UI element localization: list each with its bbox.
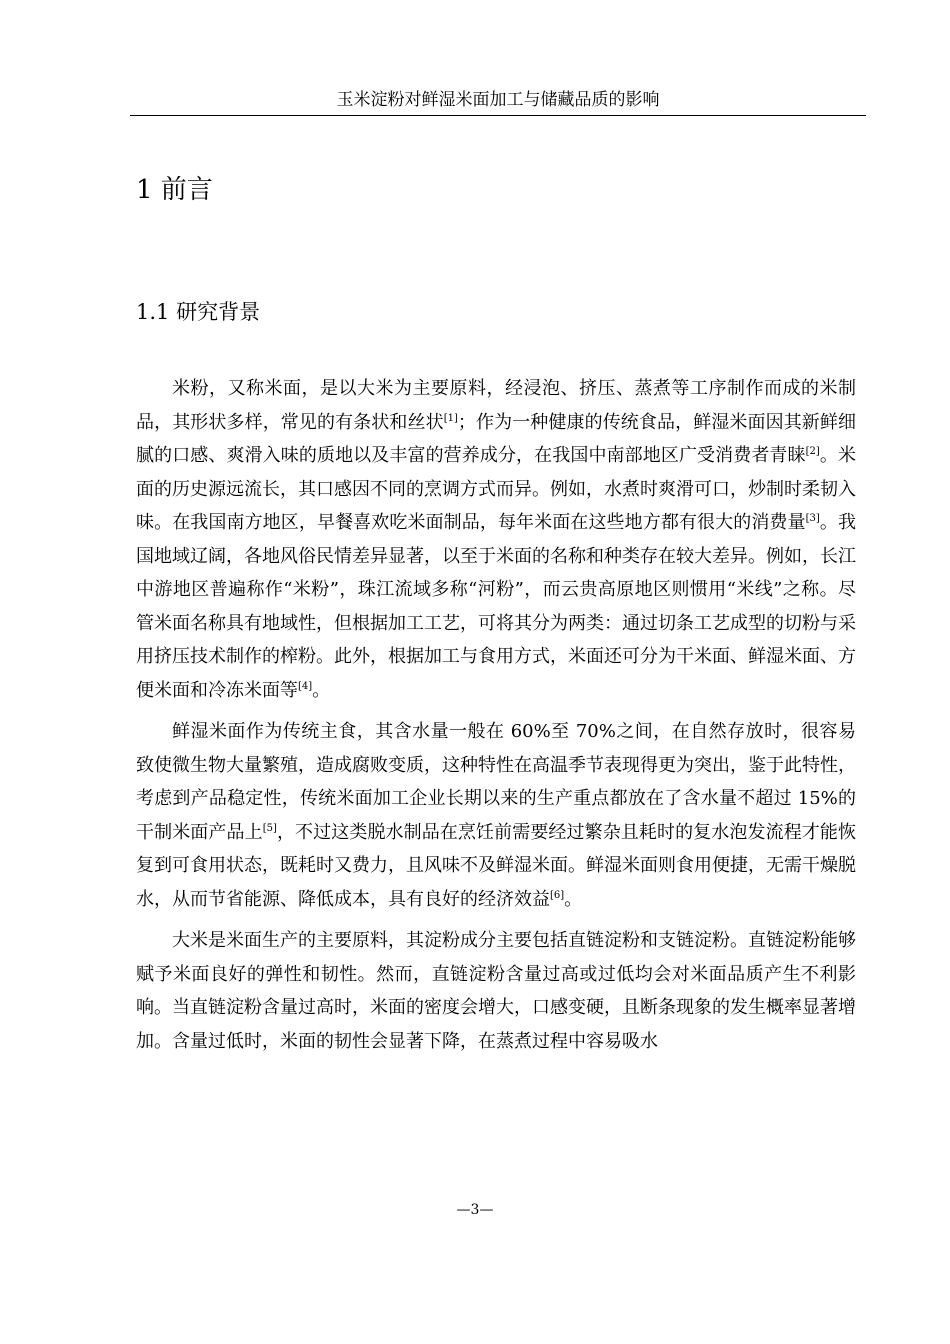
citation: [3] [805,513,820,524]
citation: [2] [805,446,820,457]
header-rule [130,115,866,116]
paragraph-2 [136,715,856,916]
running-header: 玉米淀粉对鲜湿米面加工与储藏品质的影响 [336,90,660,110]
text-run: 。米面的历史源远流长，其口感因不同的烹调方式而异。例如，水煮时爽滑可口，炒制时柔韧入味。在我国南方地区，早餐喜欢吃米面制品，每年米面在这些地方都有很大的消费量 [136,445,857,533]
section-heading: 1.1 研究背景 [136,300,261,324]
citation: [1] [443,412,458,424]
chapter-heading: 1 前言 [136,175,213,205]
citation: [6] [550,889,565,901]
text-run: 。 [312,679,331,701]
text-run: 米粉，又称米面，是以大米为主要原料，经浸泡、挤压、蒸煮等工序制作而成的米制品，其形状多样，常见的有条状和丝状 [136,378,856,433]
text-run: 大米是米面生产的主要原料，其淀粉成分主要包括直链淀粉和支链淀粉。直链淀粉能够赋予米面良好的弹性和韧性。然而，直链淀粉含量过高或过低均会对米面品质产生不利影响。当直链淀粉含量过高时，米面的密度会增大，口感变硬，且断条现象的发生概率显著增加。含量过低时，米面的韧性会显著下降，在蒸煮过程中容易吸水 [136,930,856,1052]
body-text [136,372,856,1066]
citation: [5] [262,822,277,834]
text-run: 。我国地域辽阔，各地风俗民情差异显著，以至于米面的名称和种类存在较大差异。例如，长江中游地区普遍称作“米粉”，珠江流域多称“河粉”，而云贵高原地区则惯用“米线”之称。尽管米面名称具有地域性，但根据加工工艺，可将其分为两类：通过切条工艺成型的切粉与采用挤压技术制作的榨粉。此外，根据加工与食用方式，米面还可分为干米面、鲜湿米面、方便米面和冷冻米面等 [136,512,857,701]
text-run: 鲜湿米面作为传统主食，其含水量一般在 60%至 70%之间，在自然存放时，很容易致使微生物大量繁殖，造成腐败变质，这种特性在高温季节表现得更为突出，鉴于此特性，考虑到产品稳定性，传统米面加工企业长期以来的生产重点都放在了含水量不超过 15%的干制米面产品上 [136,721,856,843]
citation: [4] [298,680,313,692]
page-number: —3— [456,1202,494,1218]
text-run: ；作为一种健康的传统食品，鲜湿米面因其新鲜细腻的口感、爽滑入味的质地以及丰富的营养成分，在我国中南部地区广受消费者青睐 [136,411,857,466]
paragraph-1 [136,372,856,707]
text-run: 。 [564,888,583,910]
text-run: ，不过这类脱水制品在烹饪前需要经过繁杂且耗时的复水泡发流程才能恢复到可食用状态，既耗时又费力，且风味不及鲜湿米面。鲜湿米面则食用便捷，无需干燥脱水，从而节省能源、降低成本，具有良好的经济效益 [136,821,856,910]
paragraph-3 [136,924,856,1058]
